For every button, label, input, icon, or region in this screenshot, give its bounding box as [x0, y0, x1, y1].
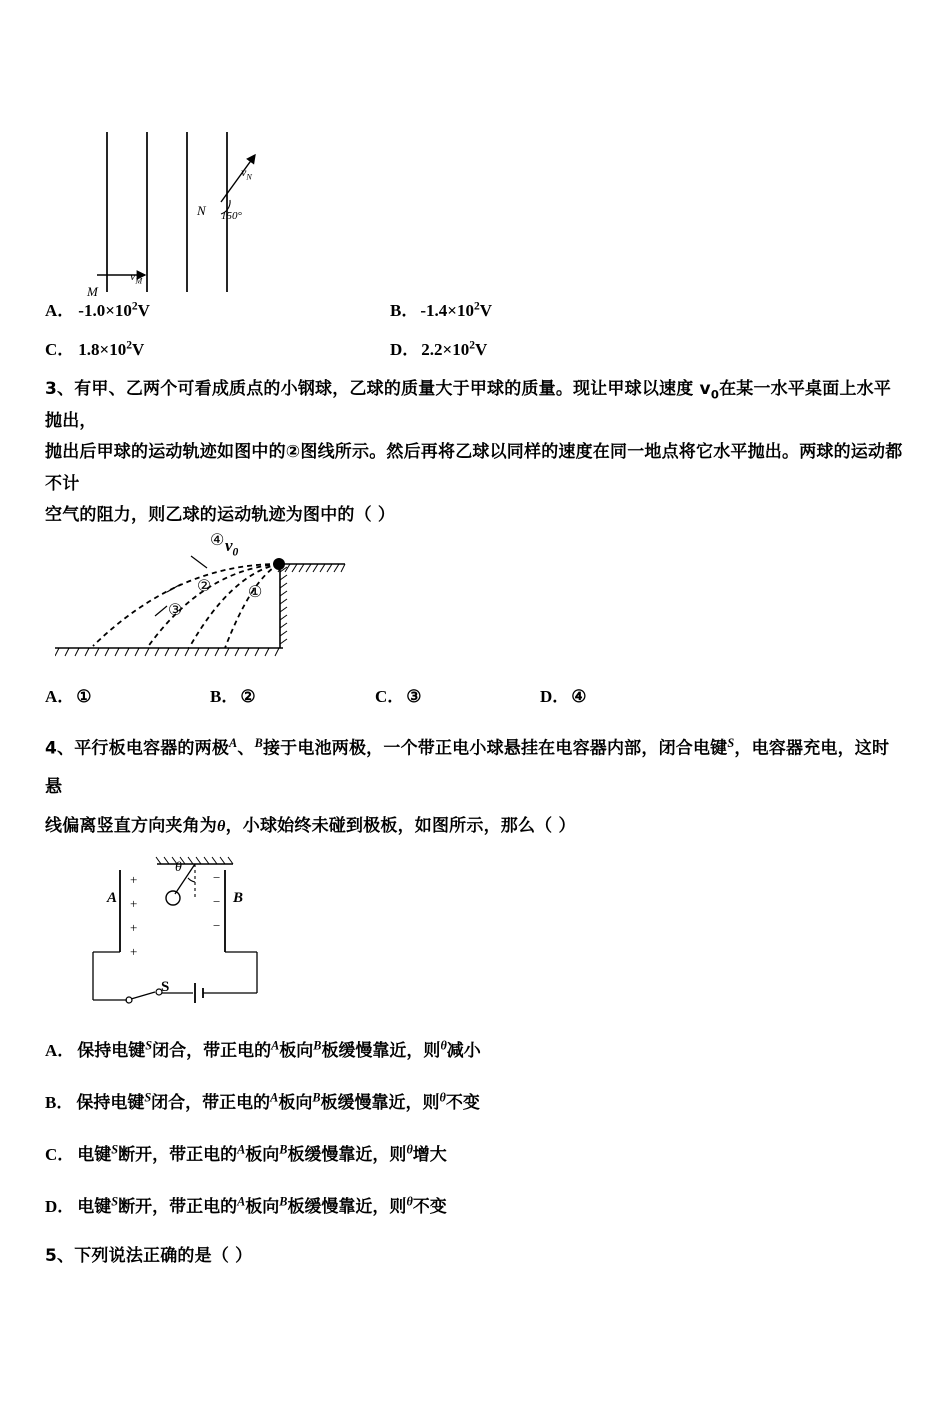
- figure3-minus-2: −: [213, 894, 221, 910]
- q4-line-2: 线偏离竖直方向夹角为θ，小球始终未碰到极板，如图所示，那么（ ）: [45, 816, 576, 837]
- q4-option-A: A． 保持电键$^S$闭合，带正电的$^A$板向$^B$板缓慢靠近，则$^\theta$减小: [45, 1038, 481, 1062]
- q3-option-C: C． ③: [375, 686, 422, 706]
- figure3-plus-2: +: [130, 896, 138, 912]
- figure2-curve-2: ②: [197, 577, 212, 595]
- q4-options: [45, 1036, 905, 1217]
- q4-option-B: B． 保持电键$^S$闭合，带正电的$^A$板向$^B$板缓慢靠近，则$^\theta$不变: [45, 1090, 480, 1114]
- q3-options: [45, 682, 905, 707]
- question-4-stem: [45, 729, 905, 847]
- figure2-curve-4: ④: [210, 531, 225, 549]
- document-page: [0, 62, 950, 1406]
- figure3-plate-A: A: [107, 890, 118, 907]
- q3-option-D: D． ④: [540, 686, 587, 706]
- field-lines-svg: [55, 62, 355, 292]
- figure3-plus-3: +: [130, 920, 138, 936]
- q3-line-3: 空气的阻力，则乙球的运动轨迹为图中的（ ）: [45, 505, 396, 526]
- q3-line-1: 3、有甲、乙两个可看成质点的小钢球，乙球的质量大于甲球的质量。现让甲球以速度 $v_0$在某一水平桌面上水平抛出，: [45, 379, 892, 431]
- question-3-stem: [45, 374, 905, 532]
- q3-line-2: 抛出后甲球的运动轨迹如图中的②图线所示。然后再将乙球以同样的速度在同一地点将它水平抛出。两球的运动都不计: [45, 442, 903, 494]
- q4-line-1: 4、平行板电容器的两极$^A$、$^B$接于电池两极，一个带正电小球悬挂在电容器内部，闭合电键$^S$，电容器充电，这时悬: [45, 735, 890, 798]
- figure1-label-angle: 150°: [221, 210, 242, 222]
- option-A: A． $-1.0\times 10^2V$: [45, 299, 150, 320]
- option-C: C． $1.8\times 10^2V$: [45, 338, 145, 359]
- figure3-plus-1: +: [130, 872, 138, 888]
- option-B: B． $-1.4\times 10^2V$: [390, 299, 493, 320]
- q4-option-C: C． 电键$^S$断开，带正电的$^A$板向$^B$板缓慢靠近，则$^\theta$增大: [45, 1142, 447, 1166]
- q2-options: [45, 296, 905, 360]
- figure3-switch-label: S: [161, 979, 170, 996]
- figure-electric-field-lines: [45, 62, 905, 299]
- figure2-curve-1: ①: [248, 583, 263, 601]
- figure3-plate-B: B: [233, 890, 244, 907]
- figure1-label-N: N: [197, 203, 206, 218]
- q3-option-A: A． ①: [45, 686, 92, 706]
- figure3-theta: θ: [175, 860, 182, 876]
- q4-option-D: D． 电键$^S$断开，带正电的$^A$板向$^B$板缓慢靠近，则$^\theta$不变: [45, 1194, 447, 1218]
- question-5-stem: 5、下列说法正确的是（ ）: [45, 1246, 253, 1267]
- figure-parallel-plate-capacitor: [45, 846, 905, 1026]
- figure1-label-vN: $v_N$: [241, 165, 252, 182]
- figure2-label-v0: $v_0$: [225, 535, 239, 558]
- figure1-label-M: M: [87, 284, 98, 299]
- figure3-plus-4: +: [130, 944, 138, 960]
- figure2-curve-3: ③: [168, 601, 183, 619]
- figure-projectile-trajectories: [45, 532, 905, 672]
- figure1-label-vM: $v_M$: [130, 269, 143, 286]
- figure3-minus-1: −: [213, 870, 221, 886]
- option-D: D． $2.2\times 10^2V$: [390, 338, 488, 359]
- q3-option-B: B． ②: [210, 686, 256, 706]
- figure3-minus-3: −: [213, 918, 221, 934]
